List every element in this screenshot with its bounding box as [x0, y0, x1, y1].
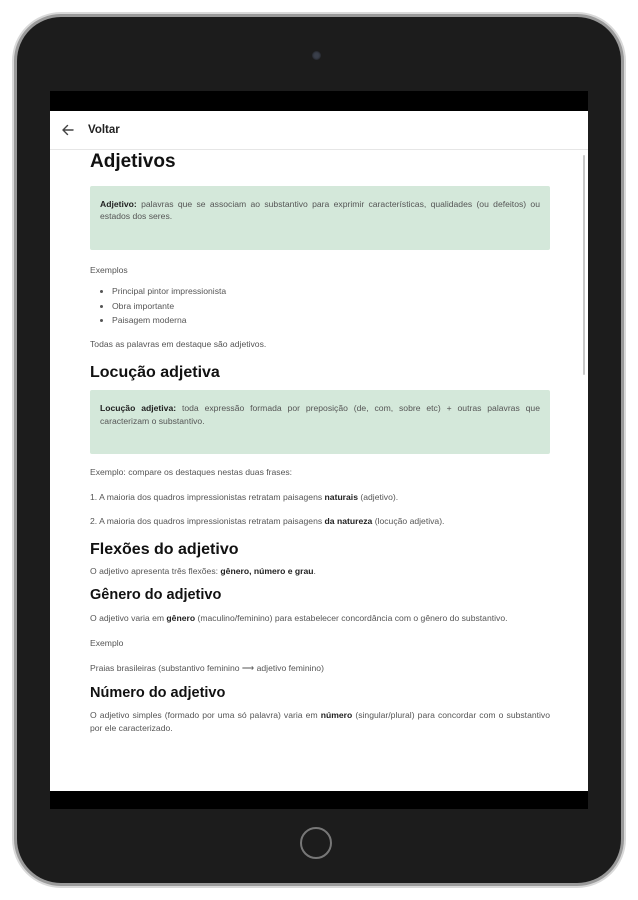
heading-flexoes: Flexões do adjetivo: [90, 540, 239, 558]
definition-term: Adjetivo:: [100, 198, 137, 209]
arrow-left-icon[interactable]: [60, 122, 76, 138]
paragraph-highlight: gênero: [166, 612, 196, 623]
sentence-text: 2. A maioria dos quadros impressionistas retratam paisagens: [90, 516, 325, 527]
definition-term: Locução adjetiva:: [100, 403, 177, 414]
definition-text: palavras que se associam ao substantivo para exprimir características, qualidades (ou defeitos) ou estados dos seres.: [100, 198, 540, 222]
sentence-highlight: da natureza: [324, 516, 373, 527]
examples-note: Todas as palavras em destaque são adjetivos.: [90, 338, 267, 349]
article-content: [90, 149, 550, 734]
genero-text: [90, 612, 550, 624]
heading-locucao-adjetiva: Locução adjetiva: [90, 364, 220, 382]
list-item: • Paisagem moderna: [112, 314, 550, 326]
list-item: • Obra importante: [112, 300, 550, 312]
paragraph-text: O adjetivo simples (formado por uma só palavra) varia em: [90, 710, 321, 721]
back-button[interactable]: Voltar: [88, 124, 120, 136]
definition-text: toda expressão formada por preposição (de, com, sobre etc) + outras palavras que caracterizam o substantivo.: [100, 403, 540, 426]
sentence-text: (adjetivo).: [357, 491, 399, 502]
sentence-text: (locução adjetiva).: [372, 516, 445, 527]
paragraph-text: .: [313, 565, 316, 576]
sentence-text: 1. A maioria dos quadros impressionistas retratam paisagens: [90, 491, 325, 502]
paragraph-highlight: número: [320, 710, 353, 721]
flexoes-text: [90, 565, 550, 577]
list-item: • Principal pintor impressionista: [112, 285, 550, 297]
heading-numero: Número do adjetivo: [90, 685, 226, 701]
tablet-frame: [17, 17, 621, 883]
paragraph-text: (maculino/feminino) para estabelecer concordância com o gênero do substantivo.: [195, 612, 508, 623]
paragraph-text: O adjetivo apresenta três flexões:: [90, 565, 221, 576]
genero-example: Praias brasileiras (substantivo feminino ⟶ adjetivo feminino): [90, 662, 324, 673]
sentence-1: [90, 491, 550, 503]
sentence-2: [90, 515, 550, 527]
paragraph-text: O adjetivo varia em: [90, 612, 167, 623]
home-button[interactable]: [300, 827, 332, 859]
status-bar: [50, 91, 588, 111]
heading-genero: Gênero do adjetivo: [90, 587, 222, 604]
paragraph-highlight: gênero, número e grau: [220, 565, 314, 576]
scrollbar-thumb[interactable]: [583, 155, 585, 375]
page-title: Adjetivos: [90, 151, 176, 172]
definition-box-locucao: [90, 390, 550, 454]
paragraph-text: (singular/plural) para concordar com o substantivo por ele caracterizado.: [90, 710, 550, 733]
examples-label: Exemplos: [90, 264, 128, 275]
screen: [50, 91, 588, 809]
numero-text: [90, 709, 550, 734]
app-view: [50, 111, 588, 791]
bottom-system-bar: [50, 791, 588, 809]
definition-box-adjetivo: [90, 186, 550, 250]
top-app-bar: [50, 111, 588, 150]
sentence-highlight: naturais: [324, 491, 358, 502]
camera-icon: [312, 51, 321, 60]
genero-example-label: Exemplo: [90, 638, 124, 649]
compare-text: Exemplo: compare os destaques nestas duas frases:: [90, 467, 293, 478]
examples-list: [90, 285, 550, 326]
